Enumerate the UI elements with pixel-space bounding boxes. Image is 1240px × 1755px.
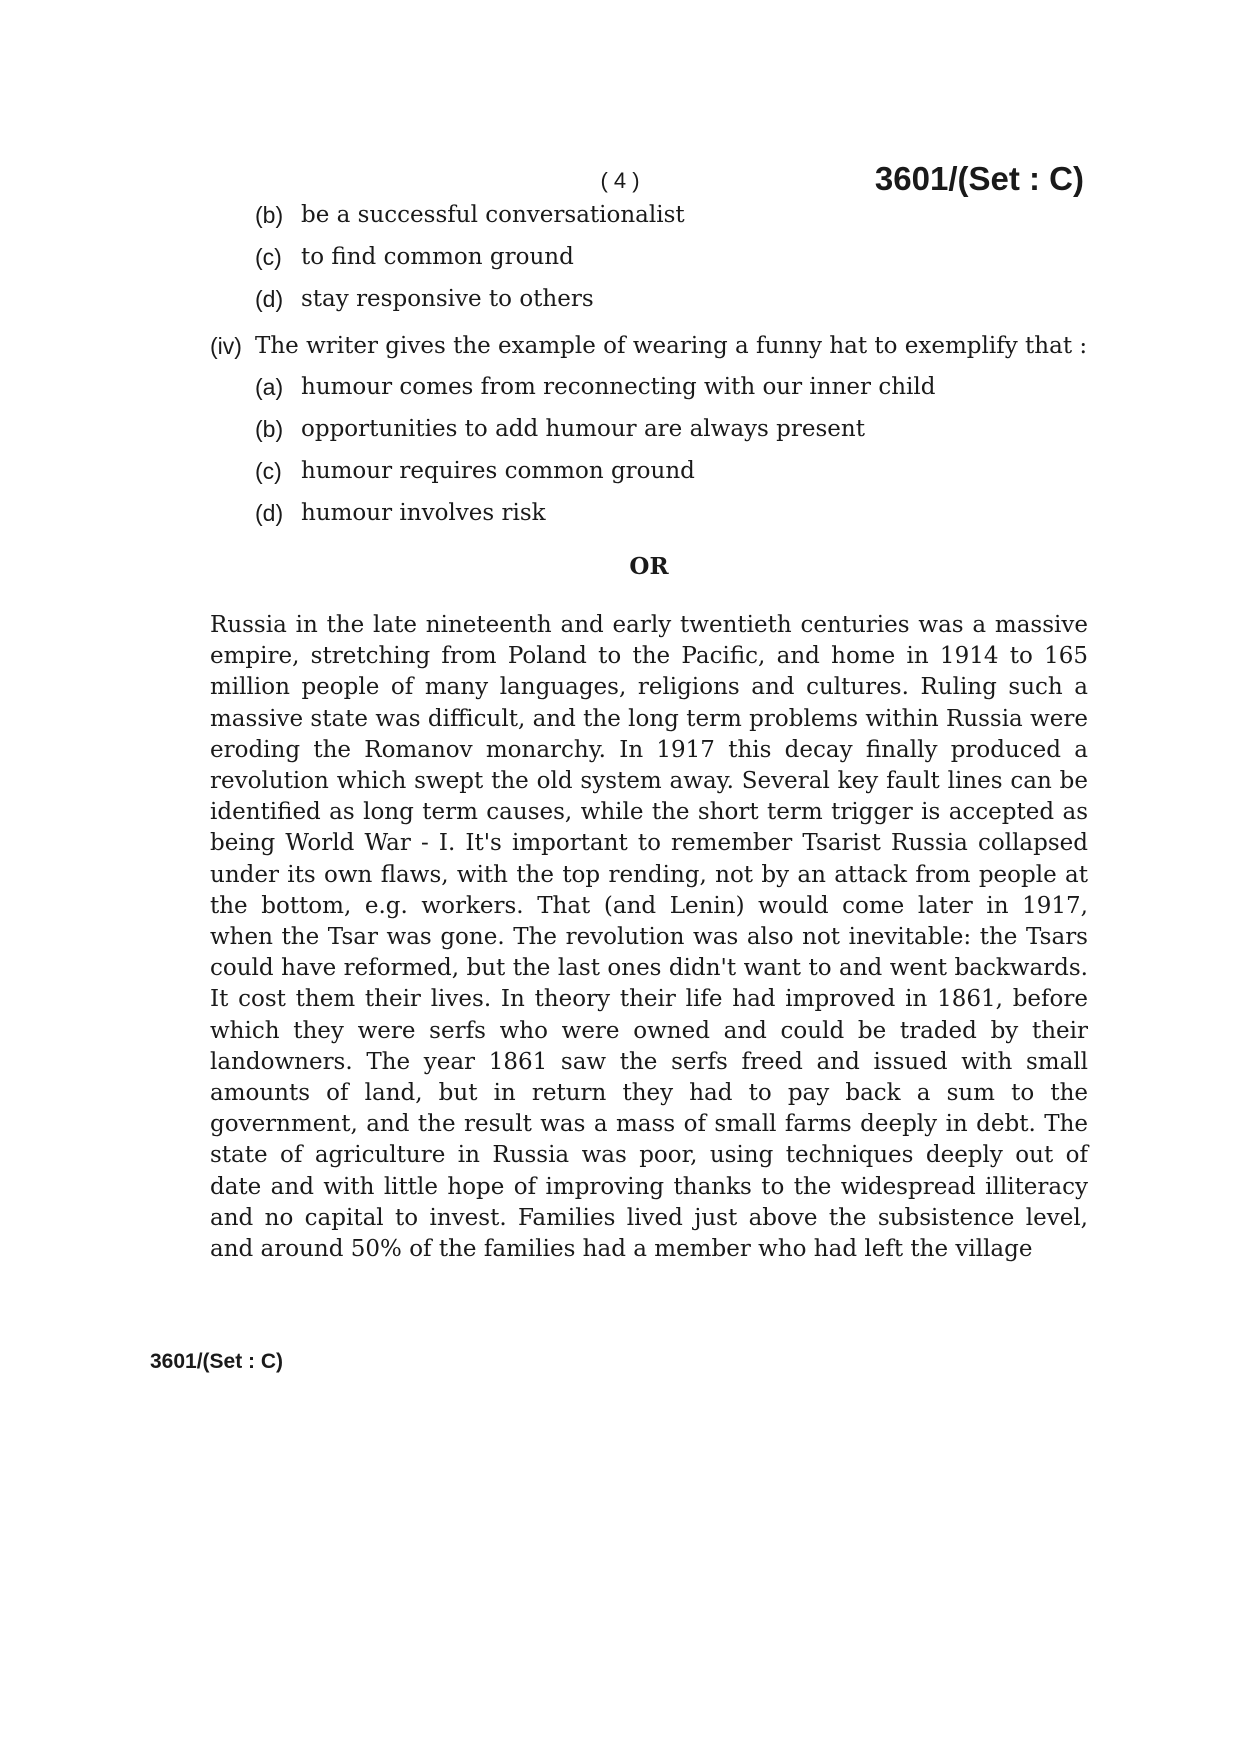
option-letter: (b) <box>255 416 284 442</box>
page-number: ( 4 ) <box>600 168 640 193</box>
reading-passage: Russia in the late nineteenth and early twentieth centuries was a massive empire, stretching from Poland to the Pacific, and home in 1914 to 165 million people of many languages, religions and cultures. Ruling such a massive state was difficult, and the long term problems within Russia were eroding the Romanov monarchy. In 1917 this decay finally produced a revolution which swept the old system away. Several key fault lines can be identified as long term causes, while the short term trigger is accepted as being World War - I. It's important to remember Tsarist Russia collapsed under its own flaws, with the top rending, not by an attack from people at the bottom, e.g. workers. That (and Lenin) would come later in 1917, when the Tsar was gone. The revolution was also not inevitable: the Tsars could have reformed, but the last ones didn't want to and went backwards. It cost them their lives. In theory their life had improved in 1861, before which they were serfs who were owned and could be traded by their landowners. The year 1861 saw the serfs freed and issued with small amounts of land, but in return they had to pay back a sum to the government, and the result was a mass of small farms deeply in debt. The state of agriculture in Russia was poor, using techniques deeply out of date and with little hope of improving thanks to the widespread illiteracy and no capital to invest. Families lived just above the subsistence level, and around 50% of the families had a member who had left the village <box>210 612 1088 1263</box>
option-text: stay responsive to others <box>301 286 594 312</box>
option-text: humour involves risk <box>301 500 546 526</box>
page-content <box>210 200 1088 1265</box>
option-letter: (c) <box>255 458 282 484</box>
set-code-header: 3601/(Set : C) <box>874 160 1084 197</box>
option-iv-c <box>255 456 1088 487</box>
question-iv <box>210 331 1088 362</box>
option-text: to find common ground <box>301 244 574 270</box>
option-text: be a successful conversationalist <box>301 202 685 228</box>
option-letter: (c) <box>255 244 282 270</box>
option-iv-a <box>255 372 1088 403</box>
option-iii-d <box>255 284 1088 315</box>
option-letter: (b) <box>255 202 284 228</box>
option-iii-c <box>255 242 1088 273</box>
option-text: humour requires common ground <box>301 458 695 484</box>
option-text: opportunities to add humour are always present <box>301 416 865 442</box>
option-iv-b <box>255 414 1088 445</box>
question-number: (iv) <box>210 333 242 359</box>
or-heading: OR <box>629 553 669 580</box>
option-iv-d <box>255 498 1088 529</box>
option-letter: (a) <box>255 374 284 400</box>
set-code-footer: 3601/(Set : C) <box>150 1350 284 1373</box>
option-iii-b <box>255 200 1088 231</box>
option-text: humour comes from reconnecting with our inner child <box>301 374 936 400</box>
option-letter: (d) <box>255 286 284 312</box>
option-letter: (d) <box>255 500 284 526</box>
question-text: The writer gives the example of wearing a funny hat to exemplify that : <box>255 333 1088 359</box>
